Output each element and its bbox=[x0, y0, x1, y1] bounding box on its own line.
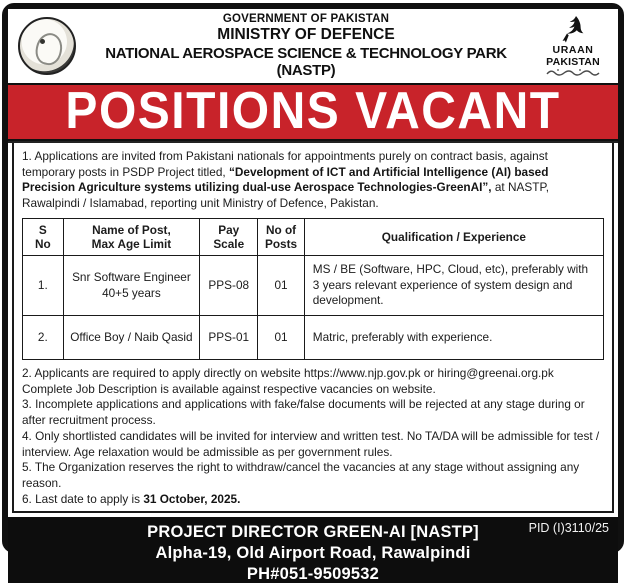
footer bbox=[8, 517, 618, 583]
row1-post: Snr Software Engineer 40+5 years bbox=[63, 256, 200, 316]
header bbox=[8, 9, 618, 81]
row2-pay: PPS-01 bbox=[200, 316, 258, 360]
intro-project-title: “Development of ICT and Artificial Intelligence (AI) based Precision Agriculture systems utilizing dual-use Aerospace Technologies-GreenAI”, bbox=[22, 165, 548, 195]
intro-paragraph bbox=[22, 149, 604, 212]
header-posts: No of Posts bbox=[258, 218, 304, 255]
footer-director-line: PROJECT DIRECTOR GREEN-AI [NASTP] bbox=[8, 522, 618, 543]
row1-sno: 1. bbox=[23, 256, 64, 316]
footer-address-line: Alpha-19, Old Airport Road, Rawalpindi bbox=[8, 543, 618, 564]
intro-pre: 1. Applications are invited from Pakistani nationals for appointments purely on contract basis, against temporary posts in PSDP Project titled, bbox=[22, 149, 548, 179]
header-qualification: Qualification / Experience bbox=[304, 218, 603, 255]
bird-icon bbox=[556, 15, 590, 45]
banner-title: POSITIONS VACANT bbox=[65, 86, 560, 138]
row2-qualification: Matric, preferably with experience. bbox=[304, 316, 603, 360]
ministry-of-defence-seal-icon bbox=[18, 17, 76, 75]
header-pay: Pay Scale bbox=[200, 218, 258, 255]
positions-vacant-banner bbox=[8, 83, 618, 141]
row2-sno: 2. bbox=[23, 316, 64, 360]
urdu-tagline-icon bbox=[544, 68, 602, 77]
uraan-label: URAAN bbox=[536, 45, 610, 56]
row2-post: Office Boy / Naib Qasid bbox=[63, 316, 200, 360]
table-header-row bbox=[23, 218, 604, 255]
note-5: 5. The Organization reserves the right to withdraw/cancel the vacancies at any stage without assigning any reason. bbox=[22, 460, 604, 491]
footer-phone-line: PH#051-9509532 bbox=[8, 564, 618, 584]
table-row bbox=[23, 316, 604, 360]
row2-posts: 01 bbox=[258, 316, 304, 360]
banner-wrap bbox=[8, 81, 618, 141]
header-sno: S No bbox=[23, 218, 64, 255]
pid-number: PID (I)3110/25 bbox=[529, 521, 609, 535]
note-6: 6. Last date to apply is 31 October, 2025. bbox=[22, 492, 604, 508]
ministry-line: MINISTRY OF DEFENCE bbox=[80, 26, 532, 44]
intro-post: at NASTP, Rawalpindi / Islamabad, reporting unit Ministry of Defence, Pakistan. bbox=[22, 180, 549, 210]
header-text bbox=[76, 13, 536, 79]
note-3: 3. Incomplete applications and applications with fake/false documents will be rejected at any stage during or after recruitment process. bbox=[22, 397, 604, 428]
vacancies-table bbox=[22, 218, 604, 360]
row1-pay: PPS-08 bbox=[200, 256, 258, 316]
note-2: 2. Applicants are required to apply directly on website https://www.njp.gov.pk or hiring@greenai.org.pk Complete Job Description is available against respective vacancies on website. bbox=[22, 366, 604, 397]
uraan-pakistan-logo bbox=[536, 15, 610, 76]
table-row bbox=[23, 256, 604, 316]
note-4: 4. Only shortlisted candidates will be invited for interview and written test. No TA/DA will be admissible for test / interview. Age relaxation would be admissible as per government rules. bbox=[22, 429, 604, 460]
header-post: Name of Post, Max Age Limit bbox=[63, 218, 200, 255]
job-advertisement bbox=[2, 3, 624, 553]
government-line: GOVERNMENT OF PAKISTAN bbox=[80, 13, 532, 25]
pakistan-label: PAKISTAN bbox=[536, 57, 610, 68]
body-section bbox=[12, 143, 614, 513]
row1-posts: 01 bbox=[258, 256, 304, 316]
organization-line: NATIONAL AEROSPACE SCIENCE & TECHNOLOGY PARK (NASTP) bbox=[80, 45, 532, 79]
row1-qualification: MS / BE (Software, HPC, Cloud, etc), preferably with 3 years relevant experience of system design and development. bbox=[304, 256, 603, 316]
